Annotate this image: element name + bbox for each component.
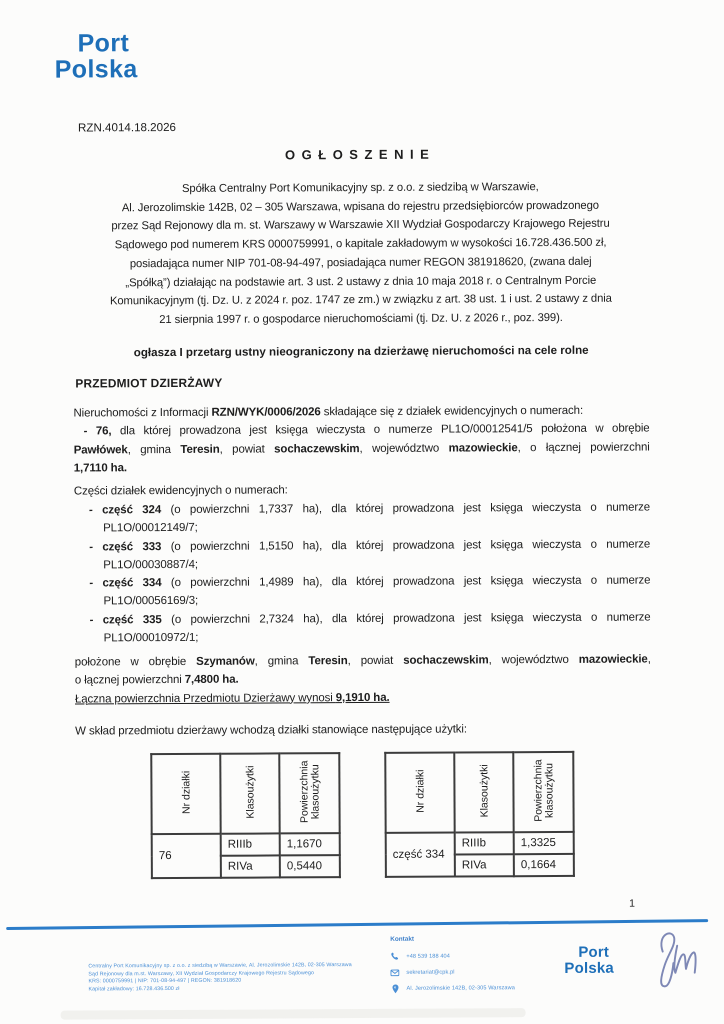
intro-line: posiadająca numer NIP 701-08-94-497, posiadająca numer REGON 381918620, (zwana dalej [129,255,592,271]
list-item: - część 334 (o powierzchni 1,4989 ha), dla której prowadzona jest księga wieczysta o numerze PL1O/00056169/3; [89,574,651,608]
brand-logo-line2: Polska [54,55,138,84]
intro-line: 21 sierpnia 1997 r. o gospodarce nieruchomościami (tj. Dz. U. z 2026 r., poz. 399). [159,311,563,326]
scan-artifact [61,1008,526,1019]
phone-icon [390,952,399,961]
intro-line: „Spółką”) działając na podstawie art. 3 ust. 2 ustawy z dnia 10 maja 2018 r. o Centralnym Porcie [125,274,597,289]
footer-contact [390,935,515,1000]
list-item: - część 324 (o powierzchni 1,7337 ha), dla której prowadzona jest księga wieczysta o numerze PL1O/00012149/7; [88,501,651,535]
table-header-powierzchnia: Powierzchnia klasoużytku [513,752,573,832]
paragraph-polozone: położone w obrębie Szymanów, gmina Teresin, powiat sochaczewskim, województwo mazowieckie, o łącznej powierzchni 7,4800 ha. Łączna powierzchnia Przedmiotu Dzierżawy wynosi 9,1910 ha. [74,653,651,706]
list-item: - część 335 (o powierzchni 2,7324 ha), dla której prowadzona jest księga wieczysta o numerze PL1O/00010972/1; [89,611,651,645]
footer-brand-logo-line2: Polska [564,959,614,977]
table-row [386,832,574,855]
footer-brand-logo [564,945,614,976]
czesci-list [89,498,651,647]
paragraph-uzytki: W skład przedmiotu dzierżawy wchodzą działki stanowiące następujące użytki: [75,723,467,738]
mail-icon [390,968,399,977]
table-header-powierzchnia: Powierzchnia klasoużytku [279,753,339,833]
intro-line: Komunikacyjnym (tj. Dz. U. z 2024 r. poz. 1747 ze zm.) w związku z art. 38 ust. 1 i ust. 2 ustawy z dnia [109,292,612,308]
page-number: 1 [629,897,636,910]
table-cell-powierzchnia: 0,1664 [514,854,574,876]
footer-company-info [88,962,352,994]
brand-logo-line1: Port [77,29,130,58]
contact-heading: Kontakt [390,935,415,943]
table-cell-klasa: RIIIb [455,832,514,854]
usage-table-dzialka-76 [150,752,341,879]
paragraph-czesci-heading: Części działek ewidencyjnych o numerach: [73,484,288,498]
section-heading: PRZEDMIOT DZIERŻAWY [75,375,223,391]
table-cell-nr: 76 [152,834,221,878]
footer-divider-line [6,919,708,930]
intro-line: Al. Jerozolimskie 142B, 02 – 305 Warszawa, wpisana do rejestru przedsiębiorców prowadzonego [121,199,599,214]
contact-phone: +48 539 188 404 [406,953,450,960]
handwritten-signature [645,920,703,992]
contact-address-row [390,983,515,993]
table-cell-nr: część 334 [386,833,455,877]
intro-line: Sądowego pod numerem KRS 0000759991, o kapitale zakładowym w wysokości 16.728.436.500 zł, [114,236,607,252]
table-header-nr-dzialki: Nr działki [385,753,454,833]
footer-company-line: Kapitał zakładowy: 16.728.436.500 zł [88,985,180,993]
table-row [152,833,340,856]
list-item: - część 333 (o powierzchni 1,5150 ha), dla której prowadzona jest księga wieczysta o numerze PL1O/00030887/4; [89,538,651,572]
contact-address: Al. Jerozolimskie 142B, 02-305 Warszawa [406,984,515,992]
footer-company-line: KRS: 0000759991 | NIP: 701-08-94-497 | REGON: 381918620 [88,977,242,985]
table-cell-powierzchnia: 1,3325 [514,832,574,854]
announcement-line: ogłasza I przetarg ustny nieograniczony na dzierżawę nieruchomości na cele rolne [133,343,589,360]
intro-paragraph [72,177,649,330]
location-pin-icon [390,984,399,993]
usage-table-czesc-334 [384,751,575,878]
contact-phone-row [390,951,515,961]
footer-company-line: Sąd Rejonowy dla m.st. Warszawy, XII Wydział Gospodarczy Krajowego Rejestru Sądowego [88,969,315,978]
paragraph-nieruchomosci: Nieruchomości z Informacji RZN/WYK/0006/2026 składające się z działek ewidencyjnych o numerach: - 76, dla której prowadzona jest księga wieczysta o numerze PL1O/00012541/5 położona w obrębie Pawłówek, gmina Teresin, powiat sochaczewskim, województwo mazowieckie, o łącznej powierzchni 1,7110 ha. [73,404,650,475]
footer-brand-logo-line1: Port [578,943,610,961]
table-header-nr-dzialki: Nr działki [151,754,220,834]
table-cell-klasa: RIVa [455,854,514,876]
table-header-klasouzytki: Klasoużytki [220,753,279,833]
table-cell-klasa: RIVa [221,855,280,877]
brand-logo [54,30,137,82]
contact-email-row [390,967,515,977]
table-header-klasouzytki: Klasoużytki [454,752,513,832]
contact-email: sekretariat@cpk.pl [406,969,455,976]
reference-number: RZN.4014.18.2026 [77,120,177,135]
footer-company-line: Centralny Port Komunikacyjny sp. z o.o. z siedzibą w Warszawie, Al. Jerozolimskie 142B, 02-305 Warszawa [88,962,352,970]
page-title: OGŁOSZENIE [284,146,436,163]
table-cell-powierzchnia: 0,5440 [280,855,340,877]
intro-line: przez Sąd Rejonowy dla m. st. Warszawy w Warszawie XII Wydział Gospodarczy Krajowego Rejestru [111,218,610,233]
table-cell-powierzchnia: 1,1670 [280,833,340,855]
table-cell-klasa: RIIIb [221,833,280,855]
intro-line: Spółka Centralny Port Komunikacyjny sp. z o.o. z siedzibą w Warszawie, [181,181,539,195]
